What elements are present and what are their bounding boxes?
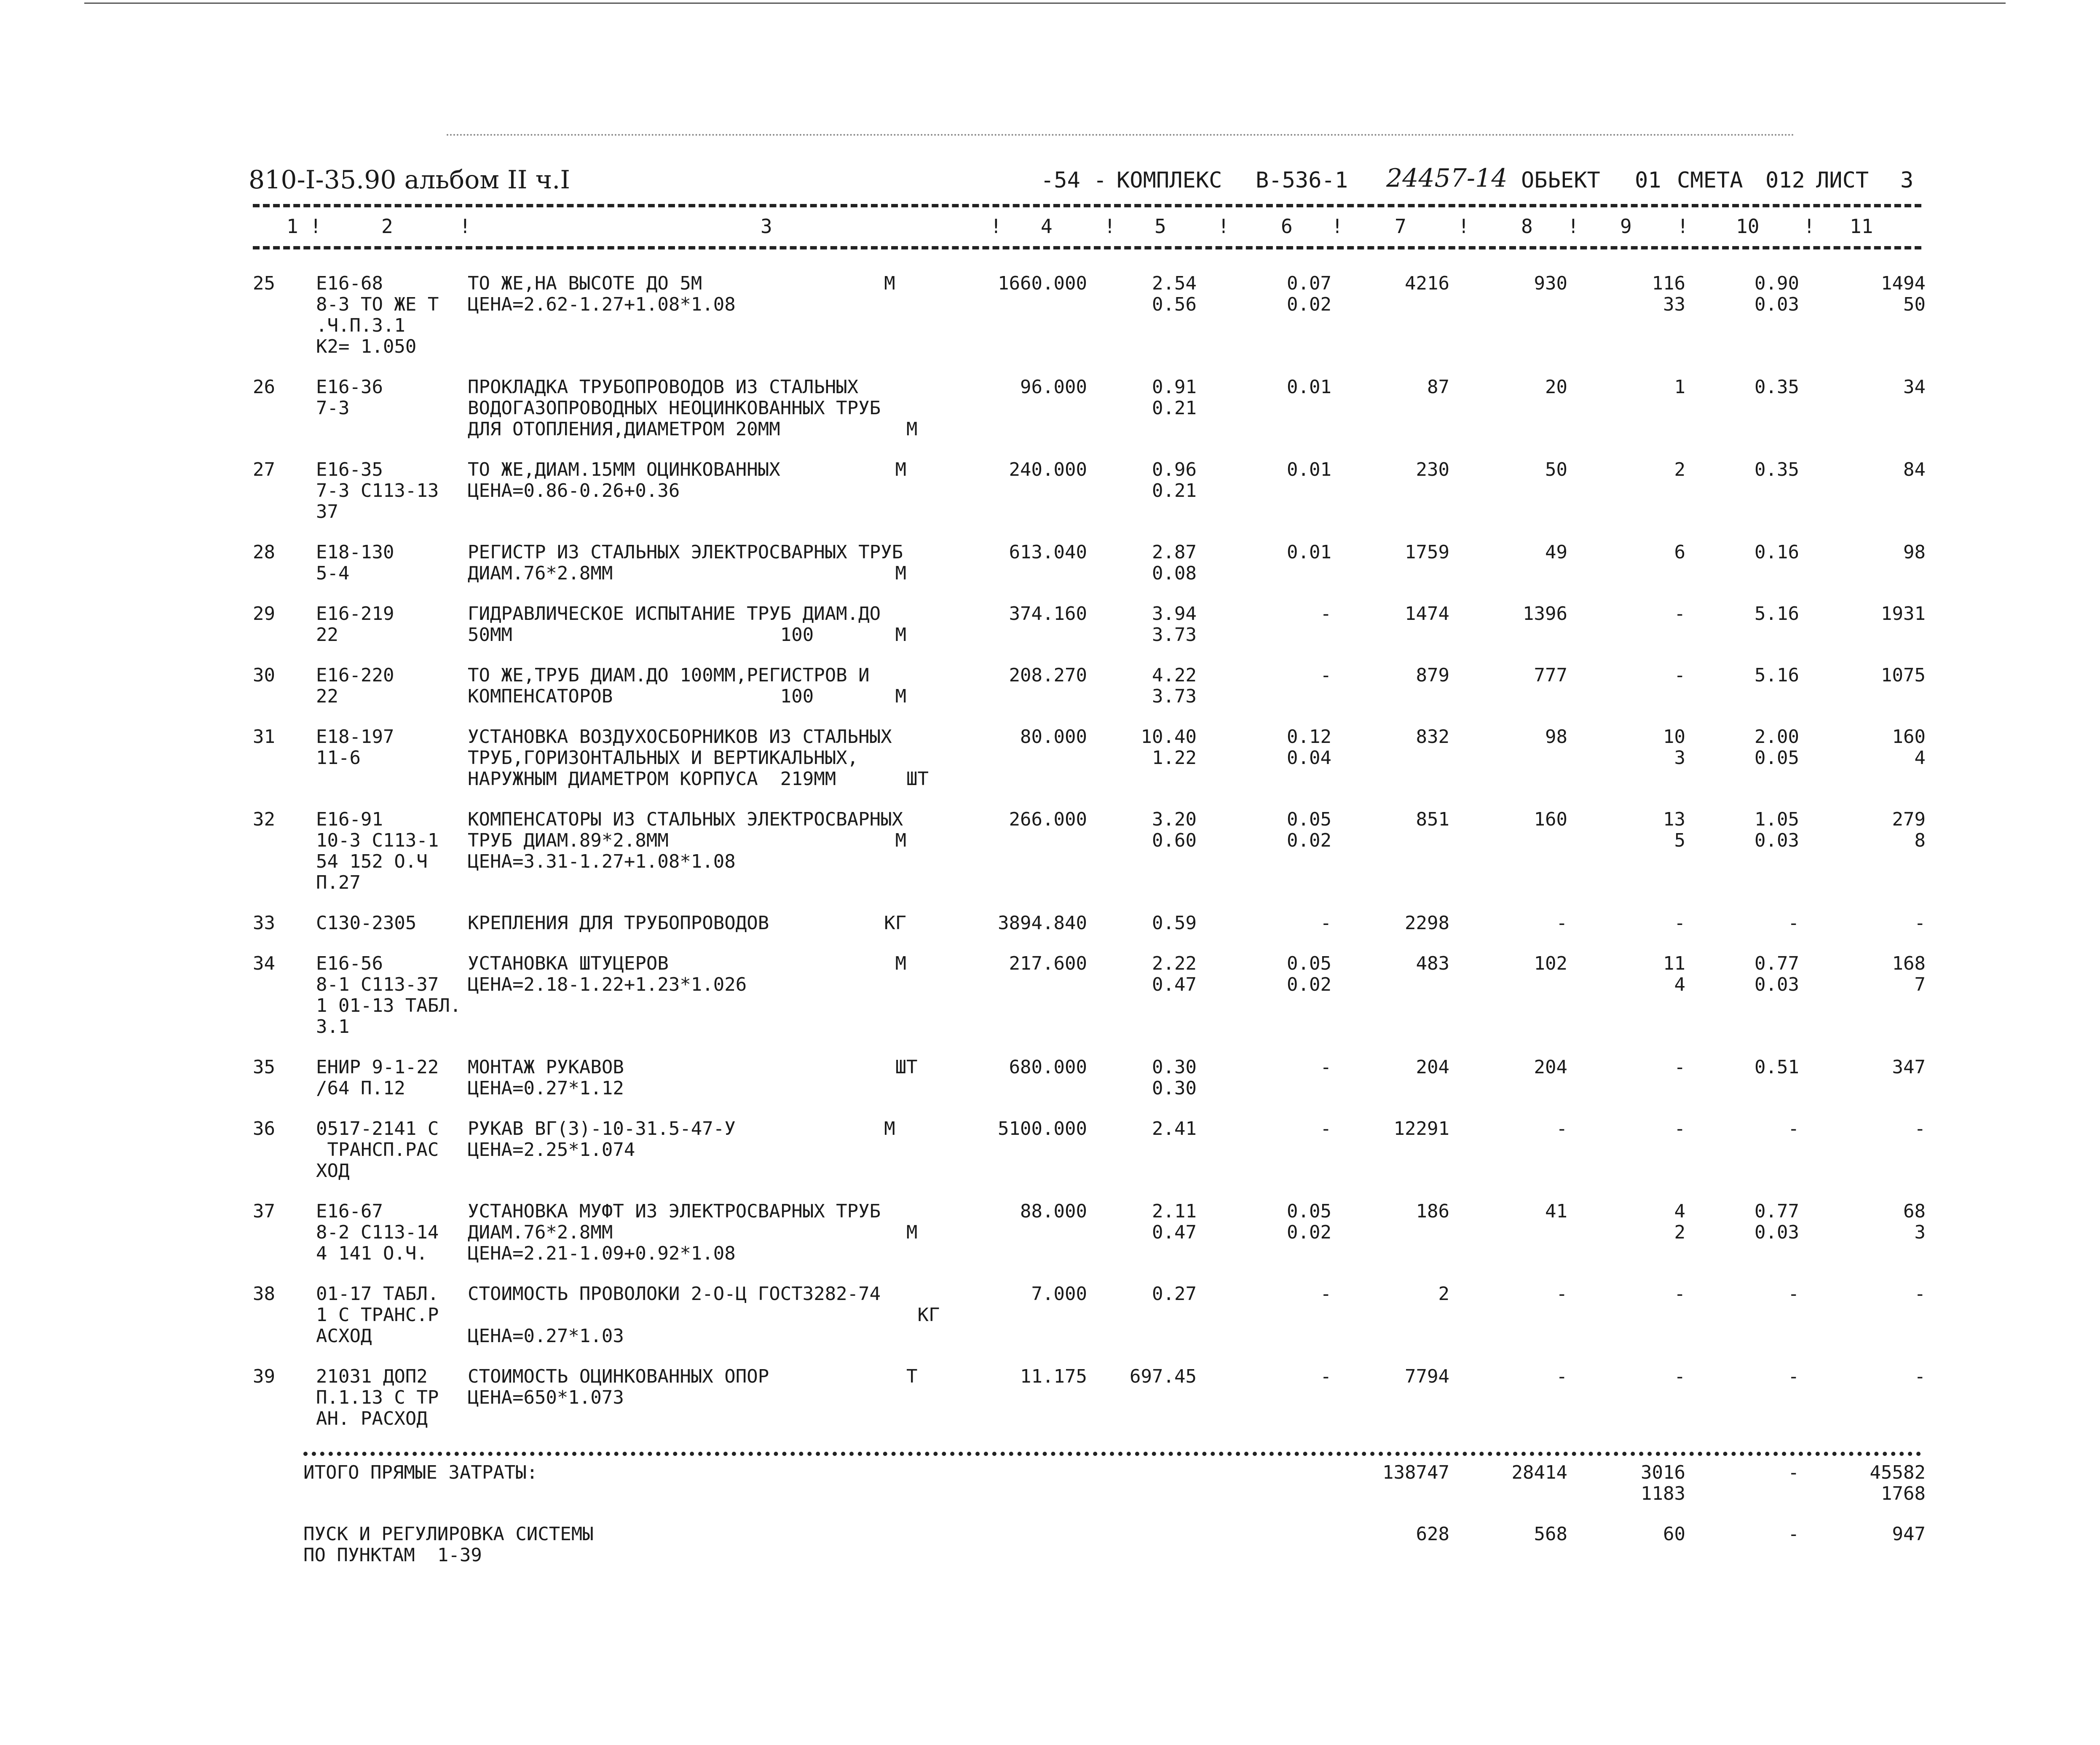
col-8-value: 1396 [1523,603,1567,625]
unit-cost: 697.45 [1130,1366,1197,1387]
unit: М [906,418,918,440]
col-6-value: 0.07 0.02 [1287,273,1331,315]
col-num-6: 6 [1281,215,1293,238]
col-11-value: 160 4 [1892,726,1926,769]
col-10-value: 0.77 0.03 [1754,953,1799,995]
row-number: 36 [253,1118,275,1139]
col-6-value: - [1320,603,1331,625]
col-7-value: 230 [1416,459,1449,480]
unit: М [895,953,907,974]
col-11-value: - [1914,1366,1926,1387]
col-10-value: 1.05 0.03 [1754,809,1799,851]
unit-cost: 0.30 0.30 [1152,1056,1197,1099]
album-title: 810-I-35.90 альбом II ч.I [249,165,571,195]
total-col-10: - [1788,1523,1799,1545]
quantity [884,912,1096,953]
col-9-value: 1 [1674,376,1685,398]
spacer [1218,1524,1331,1585]
col-10-value: 5.16 [1754,603,1799,625]
col-6-value: - [1320,912,1331,934]
col-10-value: 0.35 [1754,376,1799,398]
row-number: 30 [253,665,275,686]
col-10-value: 0.77 0.03 [1754,1201,1799,1243]
unit: КГ [917,1304,940,1326]
object-number: 01 [1635,168,1661,193]
top-border-line [84,3,2006,4]
col-9-value: 2 [1674,459,1685,480]
unit-cost: 10.40 1.22 [1141,726,1197,769]
quantity-value: 80.000 [1020,726,1087,748]
col-8-value: - [1556,1366,1567,1387]
object-label: ОБЬЕКТ [1521,168,1600,193]
quantity [895,459,1096,542]
col-7-value: 87 [1427,376,1449,398]
col-6-value: 0.12 0.04 [1287,726,1331,769]
rate-code: Е18-130 5-4 [316,541,394,584]
col-6-value: 0.01 [1287,459,1331,480]
col-11-value: 1931 [1881,603,1926,625]
total-col-11: 947 [1892,1523,1926,1545]
table-row [253,1366,1926,1449]
quantity-value: 96.000 [1020,376,1087,398]
col-8-value: 49 [1545,541,1567,563]
work-description: УСТАНОВКА ШТУЦЕРОВ ЦЕНА=2.18-1.22+1.23*1.026 [468,953,747,995]
col-8-value: 930 [1534,273,1567,294]
unit-cost: 2.54 0.56 [1152,273,1197,315]
complex-label: КОМПЛЕКС [1117,168,1222,193]
rate-code: Е16-68 8-3 ТО ЖЕ Т .Ч.П.3.1 К2= 1.050 [316,273,439,357]
col-7-value: 2 [1438,1283,1449,1305]
table-row [253,273,1926,377]
row-number: 38 [253,1283,275,1305]
table-row [253,603,1926,665]
col-num-11: 11 [1850,215,1873,238]
unit-cost: 2.22 0.47 [1152,953,1197,995]
unit-cost: 0.27 [1152,1283,1197,1305]
col-9-value: 10 3 [1663,726,1685,769]
col-sep: ! [1458,215,1470,238]
col-10-value: - [1788,1283,1799,1305]
col-sep: ! [1218,215,1229,238]
col-6-value: - [1320,665,1331,686]
row-number: 32 [253,809,275,830]
col-10-value: 0.90 0.03 [1754,273,1799,315]
col-6-value: 0.05 0.02 [1287,809,1331,851]
row-number: 28 [253,541,275,563]
quantity-value: 680.000 [1009,1056,1087,1078]
col-8-value: 98 [1545,726,1567,748]
table-row [253,1284,1926,1366]
unit-cost: 0.96 0.21 [1152,459,1197,501]
total-col-8: 28414 [1511,1462,1567,1483]
rate-code: 0517-2141 С ТРАНСП.РАС ХОД [316,1118,439,1182]
col-sep: ! [1803,215,1815,238]
unit-cost: 4.22 3.73 [1152,665,1197,707]
col-9-value: 6 [1674,541,1685,563]
col-8-value: 20 [1545,376,1567,398]
quantity [895,1056,1096,1118]
work-description: СТОИМОСТЬ ПРОВОЛОКИ 2-О-Ц ГОСТ3282-74 ЦЕНА=0.27*1.03 [468,1283,881,1347]
col-sep: ! [1331,215,1343,238]
row-number: 39 [253,1366,275,1387]
col-8-value: - [1556,912,1567,934]
row-number: 26 [253,376,275,398]
unit-cost: 3.20 0.60 [1152,809,1197,851]
col-7-value: 851 [1416,809,1449,830]
col-10-value: 0.35 [1754,459,1799,480]
rate-code: ЕНИР 9-1-22 /64 П.12 [316,1056,439,1099]
rate-code: С130-2305 [316,912,417,934]
unit-cost: 2.87 0.08 [1152,541,1197,584]
col-sep: ! [1567,215,1579,238]
col-6-value: - [1320,1283,1331,1305]
col-7-value: 4216 [1405,273,1449,294]
quantity [906,726,1096,809]
quantity-value: 240.000 [1009,459,1087,480]
quantity [884,1118,1096,1201]
quantity [906,1201,1096,1284]
table-row [253,913,1926,953]
row-number: 25 [253,273,275,294]
col-10-value: - [1788,1366,1799,1387]
quantity [884,273,1096,377]
work-description: МОНТАЖ РУКАВОВ ЦЕНА=0.27*1.12 [468,1056,624,1099]
col-sep: ! [459,215,471,238]
col-11-value: 347 [1892,1056,1926,1078]
rate-code: Е18-197 11-6 [316,726,394,769]
work-description: ТО ЖЕ,НА ВЫСОТЕ ДО 5М ЦЕНА=2.62-1.27+1.08*1.08 [468,273,736,315]
quantity-value: 11.175 [1020,1366,1087,1387]
work-description: ГИДРАВЛИЧЕСКОЕ ИСПЫТАНИЕ ТРУБ ДИАМ.ДО 50ММ 100 [468,603,881,646]
row-number: 31 [253,726,275,748]
col-num-10: 10 [1736,215,1760,238]
complex-code: В-536-1 [1256,168,1348,193]
quantity [906,1366,1096,1449]
quantity [895,809,1096,913]
row-number: 29 [253,603,275,625]
col-9-value: - [1674,912,1685,934]
quantity-value: 1660.000 [998,273,1087,294]
unit: М [895,830,907,851]
unit: ШТ [906,768,929,790]
scan-noise-line [447,134,1795,136]
col-11-value: 68 3 [1903,1201,1926,1243]
table-row [253,665,1926,726]
col-9-value: - [1674,603,1685,625]
col-8-value: 50 [1545,459,1567,480]
col-7-value: 879 [1416,665,1449,686]
unit: М [884,273,895,294]
row-number: 33 [253,912,275,934]
col-6-value: 0.05 0.02 [1287,953,1331,995]
unit: М [895,459,907,480]
table-row [253,1118,1926,1201]
col-7-value: 7794 [1405,1366,1449,1387]
handwritten-number: 24457-14 [1386,164,1508,193]
unit: КГ [884,912,907,934]
quantity-value: 374.160 [1009,603,1087,625]
col-7-value: 832 [1416,726,1449,748]
col-10-value: 2.00 0.05 [1754,726,1799,769]
col-9-value: 11 4 [1663,953,1685,995]
row-number: 37 [253,1201,275,1222]
work-description: ТО ЖЕ,ТРУБ ДИАМ.ДО 100ММ,РЕГИСТРОВ И КОМПЕНСАТОРОВ 100 [468,665,870,707]
unit: ШТ [895,1056,918,1078]
work-description: УСТАНОВКА ВОЗДУХОСБОРНИКОВ ИЗ СТАЛЬНЫХ ТРУБ,ГОРИЗОНТАЛЬНЫХ И ВЕРТИКАЛЬНЫХ, НАРУЖНЫМ ДИАМЕТРОМ КОРПУСА 219ММ [468,726,892,790]
col-7-value: 186 [1416,1201,1449,1222]
col-10-value: - [1788,912,1799,934]
quantity [895,603,1096,665]
unit: М [906,1222,918,1243]
col-11-value: 168 7 [1892,953,1926,995]
col-num-7: 7 [1395,215,1406,238]
work-description: СТОИМОСТЬ ОЦИНКОВАННЫХ ОПОР ЦЕНА=650*1.073 [468,1366,769,1408]
col-6-value: 0.05 0.02 [1287,1201,1331,1243]
col-6-value: - [1320,1056,1331,1078]
col-9-value: - [1674,1366,1685,1387]
col-8-value: 160 [1534,809,1567,830]
col-num-8: 8 [1521,215,1533,238]
unit: М [895,563,907,584]
unit: М [884,1118,895,1139]
total-col-10: - [1788,1462,1799,1483]
unit: М [895,624,907,646]
table-row [253,459,1926,542]
col-10-value: 0.51 [1754,1056,1799,1078]
unit: Т [906,1366,918,1387]
sheet-label: ЛИСТ [1816,168,1869,193]
work-description: КРЕПЛЕНИЯ ДЛЯ ТРУБОПРОВОДОВ [468,912,769,934]
total-col-11: 45582 1768 [1870,1462,1926,1504]
total-col-7: 628 [1416,1523,1449,1545]
rate-code: 01-17 ТАБЛ. 1 С ТРАНС.Р АСХОД [316,1283,439,1347]
col-11-value: 84 [1903,459,1926,480]
col-8-value: 41 [1545,1201,1567,1222]
quantity-value: 208.270 [1009,665,1087,686]
totals-label: ПУСК И РЕГУЛИРОВКА СИСТЕМЫ ПО ПУНКТАМ 1-39 [303,1523,594,1566]
quantity [906,376,1096,459]
row-number: 34 [253,953,275,974]
col-7-value: 483 [1416,953,1449,974]
totals-row [253,1524,1926,1585]
col-6-value: - [1320,1118,1331,1139]
total-col-7: 138747 [1382,1462,1449,1483]
header-rule-bottom [253,246,1921,249]
quantity-value: 217.600 [1009,953,1087,974]
total-col-9: 3016 1183 [1641,1462,1685,1504]
quantity [895,665,1096,726]
col-8-value: 204 [1534,1056,1567,1078]
col-11-value: - [1914,912,1926,934]
col-num-4: 4 [1041,215,1053,238]
unit-cost: 2.11 0.47 [1152,1201,1197,1243]
estimate-rows [253,273,1926,1449]
col-10-value: 5.16 [1754,665,1799,686]
total-col-8: 568 [1534,1523,1567,1545]
header-rule-top [253,204,1921,207]
col-6-value: 0.01 [1287,376,1331,398]
row-number: 27 [253,459,275,480]
col-11-value: - [1914,1118,1926,1139]
rate-code: Е16-35 7-3 С113-13 37 [316,459,439,523]
col-9-value: - [1674,665,1685,686]
page-number: -54 - [1041,168,1107,193]
row-number: 35 [253,1056,275,1078]
col-6-value: 0.01 [1287,541,1331,563]
col-sep: ! [1677,215,1689,238]
sheet-number: 3 [1900,168,1914,193]
col-num-9: 9 [1620,215,1632,238]
col-9-value: 13 5 [1663,809,1685,851]
col-10-value: 0.16 [1754,541,1799,563]
col-num-2: 2 [381,215,393,238]
col-7-value: 12291 [1393,1118,1449,1139]
totals-table [253,1462,1926,1585]
table-row [253,1201,1926,1284]
col-9-value: 4 2 [1674,1201,1685,1243]
rate-code: Е16-67 8-2 С113-14 4 141 О.Ч. [316,1201,439,1264]
total-col-9: 60 [1663,1523,1685,1545]
col-9-value: - [1674,1283,1685,1305]
col-11-value: - [1914,1283,1926,1305]
col-7-value: 2298 [1405,912,1449,934]
work-description: УСТАНОВКА МУФТ ИЗ ЭЛЕКТРОСВАРНЫХ ТРУБ ДИАМ.76*2.8ММ ЦЕНА=2.21-1.09+0.92*1.08 [468,1201,881,1264]
col-8-value: 102 [1534,953,1567,974]
totals-row [253,1462,1926,1524]
table-row [253,542,1926,603]
spacer [1218,1462,1331,1524]
col-9-value: - [1674,1118,1685,1139]
rate-code: Е16-36 7-3 [316,376,383,419]
unit-cost: 0.91 0.21 [1152,376,1197,419]
quantity-value: 266.000 [1009,809,1087,830]
table-row [253,726,1926,809]
col-11-value: 279 8 [1892,809,1926,851]
quantity-value: 5100.000 [998,1118,1087,1139]
estimate-table [253,273,1926,1449]
quantity [895,953,1096,1057]
rate-code: Е16-219 22 [316,603,394,646]
col-8-value: - [1556,1118,1567,1139]
rate-code: 21031 ДОП2 П.1.13 С ТР АН. РАСХОД [316,1366,439,1429]
quantity-value: 7.000 [1031,1283,1087,1305]
work-description: РЕГИСТР ИЗ СТАЛЬНЫХ ЭЛЕКТРОСВАРНЫХ ТРУБ ДИАМ.76*2.8ММ [468,541,903,584]
col-9-value: 116 33 [1652,273,1685,315]
col-7-value: 1474 [1405,603,1449,625]
col-11-value: 34 [1903,376,1926,398]
unit-cost: 0.59 [1152,912,1197,934]
rate-code: Е16-56 8-1 С113-37 1 01-13 ТАБЛ. 3.1 [316,953,461,1037]
table-row [253,1057,1926,1118]
col-8-value: 777 [1534,665,1567,686]
totals-rows [253,1462,1926,1585]
col-num-1: 1 ! [287,215,322,238]
col-10-value: - [1788,1118,1799,1139]
col-7-value: 204 [1416,1056,1449,1078]
col-8-value: - [1556,1283,1567,1305]
quantity-value: 3894.840 [998,912,1087,934]
quantity [895,541,1096,603]
col-6-value: - [1320,1366,1331,1387]
quantity [917,1283,1096,1366]
col-11-value: 1075 [1881,665,1926,686]
col-9-value: - [1674,1056,1685,1078]
quantity-value: 88.000 [1020,1201,1087,1222]
quantity-value: 613.040 [1009,541,1087,563]
col-sep: ! [990,215,1002,238]
col-7-value: 1759 [1405,541,1449,563]
table-row [253,953,1926,1057]
col-11-value: 98 [1903,541,1926,563]
col-sep: ! [1104,215,1116,238]
col-11-value: 1494 50 [1881,273,1926,315]
table-row [253,809,1926,913]
unit: М [895,686,907,707]
col-num-3: 3 [761,215,772,238]
estimate-label: СМЕТА [1677,168,1743,193]
rate-code: Е16-91 10-3 С113-1 54 152 О.Ч П.27 [316,809,439,893]
work-description: РУКАВ ВГ(3)-10-31.5-47-У ЦЕНА=2.25*1.074 [468,1118,736,1161]
rate-code: Е16-220 22 [316,665,394,707]
work-description: КОМПЕНСАТОРЫ ИЗ СТАЛЬНЫХ ЭЛЕКТРОСВАРНЫХ ТРУБ ДИАМ.89*2.8ММ ЦЕНА=3.31-1.27+1.08*1.08 [468,809,903,872]
totals-dotted-rule [303,1452,1921,1456]
table-row [253,377,1926,459]
unit-cost: 3.94 3.73 [1152,603,1197,646]
col-num-5: 5 [1154,215,1166,238]
work-description: ТО ЖЕ,ДИАМ.15ММ ОЦИНКОВАННЫХ ЦЕНА=0.86-0.26+0.36 [468,459,780,501]
unit-cost: 2.41 [1152,1118,1197,1139]
totals-label: ИТОГО ПРЯМЫЕ ЗАТРАТЫ: [303,1462,538,1483]
estimate-number: 012 [1765,168,1805,193]
work-description: ПРОКЛАДКА ТРУБОПРОВОДОВ ИЗ СТАЛЬНЫХ ВОДОГАЗОПРОВОДНЫХ НЕОЦИНКОВАННЫХ ТРУБ ДЛЯ ОТОПЛЕНИЯ,ДИАМЕТРОМ 20ММ [468,376,881,440]
